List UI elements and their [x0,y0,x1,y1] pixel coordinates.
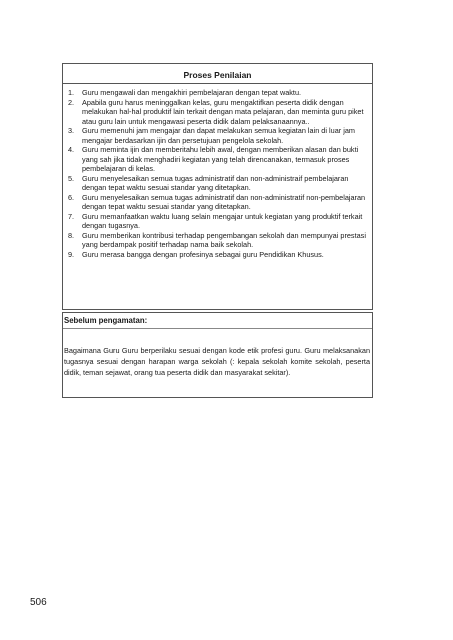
pre-observation-box [62,312,373,398]
item-text: Guru menyelesaikan semua tugas administratif dan non-administraif pembelajaran dengan tepat waktu sesuai standar yang ditetapkan. [82,173,349,192]
list-item [68,174,368,193]
item-number: 7. [68,211,75,221]
list-item [68,88,368,98]
item-number: 6. [68,192,75,202]
item-text: Guru mengawali dan mengakhiri pembelajaran dengan tepat waktu. [82,88,302,97]
pre-observation-title: Sebelum pengamatan: [64,316,148,325]
list-item [68,193,368,212]
item-text: Guru memenuhi jam mengajar dan dapat melakukan semua kegiatan lain di luar jam mengajar berdasarkan ijin dan persetujuan pengelola sekolah. [82,126,355,145]
item-number: 5. [68,173,75,183]
pre-observation-text: Bagaimana Guru Guru berperilaku sesuai dengan kode etik profesi guru. Guru melaksanakan tugasnya sesuai dengan harapan warga sekolah (: kepala sekolah komite sekolah, peserta didik, teman sejawat, orang tua peserta didik dan masyarakat sekitar). [64,346,370,378]
divider [63,328,372,329]
list-item [68,231,368,250]
assessment-criteria-list [68,88,368,259]
item-text: Guru memberikan kontribusi terhadap pengembangan sekolah dan mempunyai prestasi yang berdampak positif terhadap nama baik sekolah. [82,230,366,249]
section-title: Proses Penilaian [183,70,252,80]
item-text: Guru meminta ijin dan memberitahu lebih awal, dengan memberikan alasan dan bukti yang sah jika tidak menghadiri kegiatan yang telah direncanakan, termasuk proses pembelajaran di kelas. [82,145,359,173]
list-item [68,126,368,145]
item-number: 8. [68,230,75,240]
item-text: Guru menyelesaikan semua tugas administratif dan non-administratif non-pembelajaran dengan tepat waktu sesuai standar yang ditetapkan. [82,192,366,211]
page-number: 506 [30,597,47,608]
item-text: Guru merasa bangga dengan profesinya sebagai guru Pendidikan Khusus. [82,249,324,259]
assessment-process-box [62,63,373,310]
list-item [68,145,368,174]
item-number: 3. [68,126,75,135]
item-number: 4. [68,145,75,154]
list-item [68,212,368,231]
list-item [68,98,368,127]
item-text: Guru memanfaatkan waktu luang selain mengajar untuk kegiatan yang produktif terkait dengan tugasnya. [82,211,363,230]
divider [63,83,372,84]
item-number: 9. [68,249,75,259]
item-number: 2. [68,97,75,107]
item-text: Apabila guru harus meninggalkan kelas, guru mengaktifkan peserta didik dengan melakukan hal-hal produktif lain terkait dengan mata pelajaran, dan meminta guru piket atau guru lain untuk mengawasi peserta didik dalam pelaksanaannya.. [82,97,364,126]
list-item [68,250,368,260]
item-number: 1. [68,88,75,97]
